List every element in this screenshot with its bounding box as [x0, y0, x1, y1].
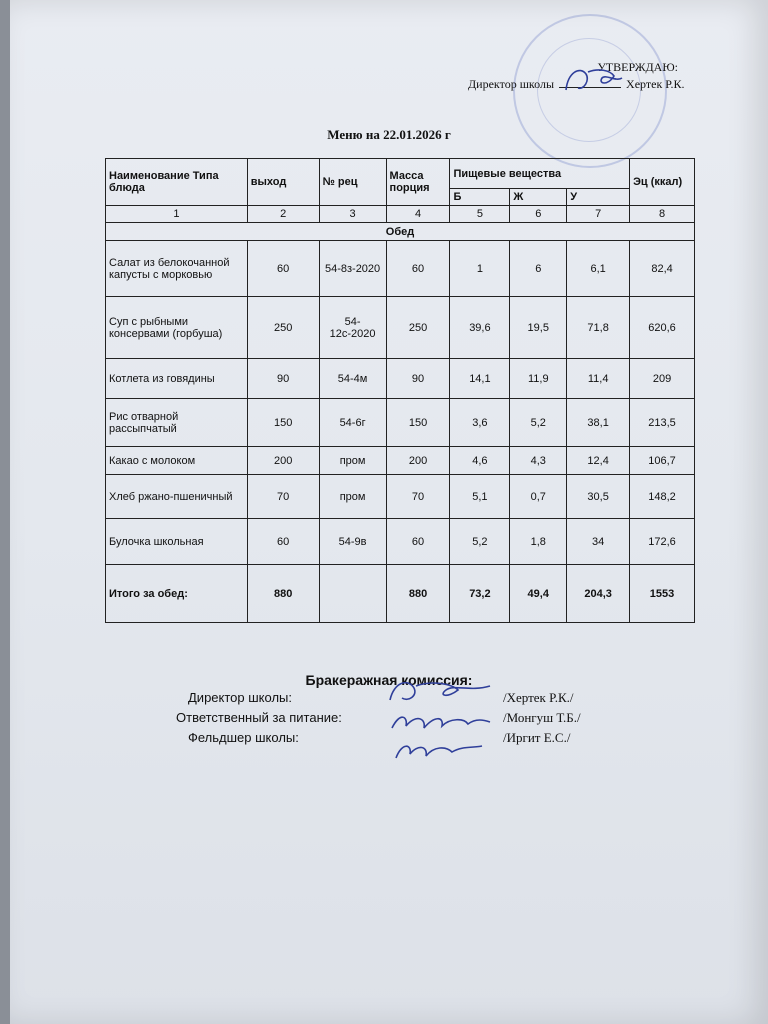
total-b: 73,2 [450, 565, 510, 623]
total-row [106, 565, 695, 623]
dish-mass: 60 [386, 241, 450, 297]
dish-zh: 11,9 [510, 359, 567, 399]
dish-name: Рис отварной рассыпчатый [106, 399, 248, 447]
dish-zh: 0,7 [510, 475, 567, 519]
director-signature [558, 60, 628, 100]
dish-zh: 4,3 [510, 447, 567, 475]
dish-energy: 209 [630, 359, 695, 399]
column-number: 8 [630, 206, 695, 223]
dish-energy: 82,4 [630, 241, 695, 297]
dish-output: 90 [247, 359, 319, 399]
approval-label: УТВЕРЖДАЮ: [597, 60, 678, 74]
dish-b: 3,6 [450, 399, 510, 447]
header-energy: Эц (ккал) [630, 159, 695, 206]
header-row [106, 159, 695, 189]
dish-b: 4,6 [450, 447, 510, 475]
header-b: Б [450, 189, 510, 206]
section-row [106, 223, 695, 241]
dish-b: 39,6 [450, 297, 510, 359]
column-number: 1 [106, 206, 248, 223]
table-row [106, 359, 695, 399]
commission-title: Бракеражная комиссия: [305, 672, 473, 688]
dish-zh: 19,5 [510, 297, 567, 359]
commission-name: /Монгуш Т.Б./ [503, 710, 581, 725]
dish-recipe: 54-9в [319, 519, 386, 565]
dish-name: Суп с рыбными консервами (горбуша) [106, 297, 248, 359]
table-row [106, 399, 695, 447]
column-number: 5 [450, 206, 510, 223]
dish-mass: 70 [386, 475, 450, 519]
column-number: 2 [247, 206, 319, 223]
table-row [106, 297, 695, 359]
dish-u: 30,5 [567, 475, 630, 519]
dish-output: 200 [247, 447, 319, 475]
dish-zh: 1,8 [510, 519, 567, 565]
page-title: Меню на 22.01.2026 г [327, 127, 451, 142]
header-zh: Ж [510, 189, 567, 206]
dish-u: 71,8 [567, 297, 630, 359]
dish-output: 150 [247, 399, 319, 447]
dish-b: 5,1 [450, 475, 510, 519]
commission-role: Ответственный за питание: [176, 710, 342, 725]
commission-name: /Хертек Р.К./ [503, 690, 574, 705]
dish-u: 12,4 [567, 447, 630, 475]
approval-director-label: Директор школы [468, 77, 555, 91]
total-label: Итого за обед: [106, 565, 248, 623]
commission-signatures [372, 672, 512, 768]
dish-mass: 150 [386, 399, 450, 447]
table-row [106, 241, 695, 297]
column-number: 3 [319, 206, 386, 223]
commission-role: Фельдшер школы: [188, 730, 299, 745]
total-energy: 1553 [630, 565, 695, 623]
commission-name: /Иргит Е.С./ [503, 730, 571, 745]
header-recipe: № рец [319, 159, 386, 206]
dish-name: Салат из белокочанной капусты с морковью [106, 241, 248, 297]
column-number: 6 [510, 206, 567, 223]
dish-b: 1 [450, 241, 510, 297]
dish-recipe: пром [319, 475, 386, 519]
dish-zh: 6 [510, 241, 567, 297]
table-row [106, 475, 695, 519]
dish-mass: 200 [386, 447, 450, 475]
approval-director-name: Хертек Р.К. [626, 77, 685, 91]
dish-output: 70 [247, 475, 319, 519]
dish-u: 6,1 [567, 241, 630, 297]
total-u: 204,3 [567, 565, 630, 623]
dish-zh: 5,2 [510, 399, 567, 447]
section-title: Обед [106, 223, 695, 241]
dish-mass: 250 [386, 297, 450, 359]
dish-energy: 172,6 [630, 519, 695, 565]
total-mass: 880 [386, 565, 450, 623]
header-nutrients: Пищевые вещества [450, 159, 630, 189]
dish-recipe: пром [319, 447, 386, 475]
dish-recipe: 54-4м [319, 359, 386, 399]
dish-output: 250 [247, 297, 319, 359]
dish-u: 11,4 [567, 359, 630, 399]
dish-mass: 60 [386, 519, 450, 565]
total-output: 880 [247, 565, 319, 623]
document-sheet [10, 0, 768, 1024]
header-mass: Масса порция [386, 159, 450, 206]
dish-energy: 213,5 [630, 399, 695, 447]
dish-output: 60 [247, 519, 319, 565]
dish-name: Булочка школьная [106, 519, 248, 565]
header-output: выход [247, 159, 319, 206]
dish-name: Хлеб ржано-пшеничный [106, 475, 248, 519]
dish-recipe: 54-8з-2020 [319, 241, 386, 297]
total-zh: 49,4 [510, 565, 567, 623]
total-recipe [319, 565, 386, 623]
dish-u: 38,1 [567, 399, 630, 447]
commission-role: Директор школы: [188, 690, 292, 705]
column-number-row [106, 206, 695, 223]
table-row [106, 447, 695, 475]
dish-b: 5,2 [450, 519, 510, 565]
column-number: 7 [567, 206, 630, 223]
dish-name: Котлета из говядины [106, 359, 248, 399]
header-name: Наименование Типа блюда [106, 159, 248, 206]
dish-mass: 90 [386, 359, 450, 399]
dish-energy: 148,2 [630, 475, 695, 519]
table-row [106, 519, 695, 565]
dish-output: 60 [247, 241, 319, 297]
header-u: У [567, 189, 630, 206]
dish-name: Какао с молоком [106, 447, 248, 475]
dish-recipe: 54-12с-2020 [319, 297, 386, 359]
dish-energy: 106,7 [630, 447, 695, 475]
column-number: 4 [386, 206, 450, 223]
dish-recipe: 54-6г [319, 399, 386, 447]
dish-b: 14,1 [450, 359, 510, 399]
dish-energy: 620,6 [630, 297, 695, 359]
menu-table [105, 158, 695, 623]
dish-u: 34 [567, 519, 630, 565]
